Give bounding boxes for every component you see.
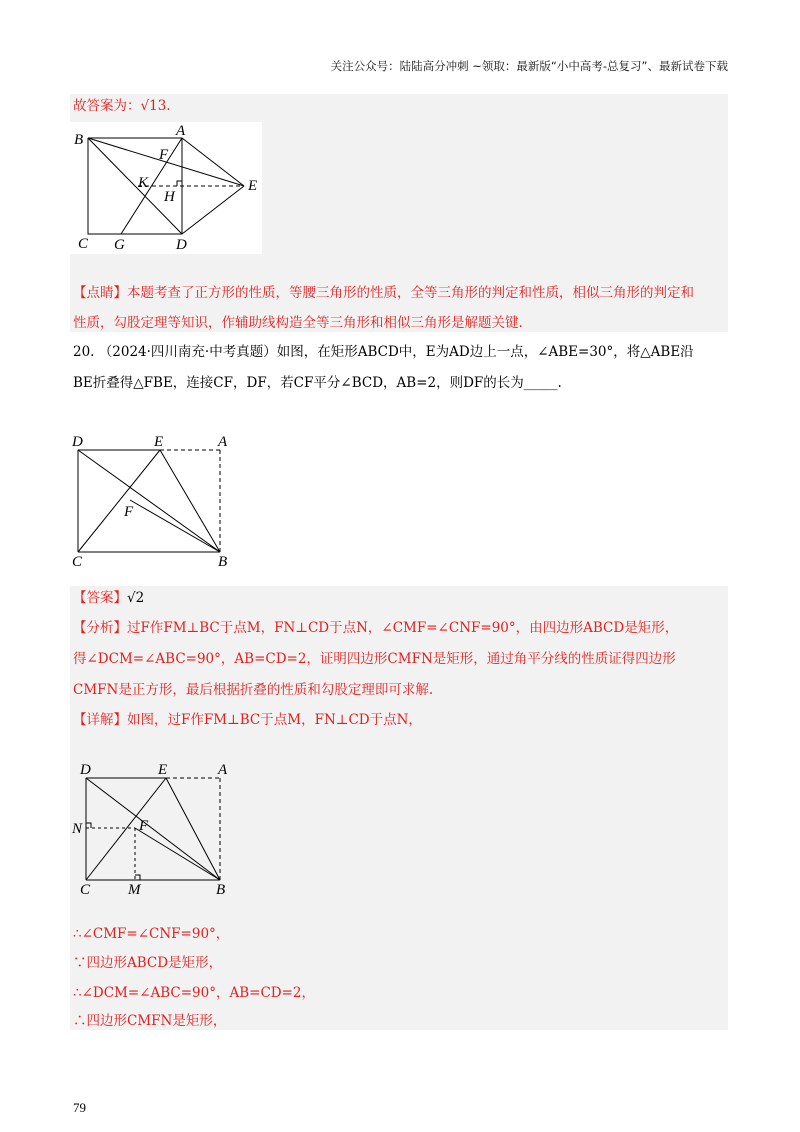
fig2-label-B: B: [218, 554, 228, 570]
step-3: ∴∠DCM=∠ABC=90°，AB=CD=2，: [73, 985, 316, 1001]
fig3-label-D: D: [80, 762, 91, 778]
answer-value: √2: [127, 590, 145, 606]
step-2: ∵四边形ABCD是矩形，: [73, 955, 223, 971]
fig3-label-N: N: [72, 821, 83, 837]
page-number: 79: [73, 1100, 86, 1115]
fig3-label-E: E: [158, 762, 168, 778]
problem-20-line-2: BE折叠得△FBE，连接CF，DF，若CF平分∠BCD，AB=2，则DF的长为_____.: [73, 375, 562, 391]
note-line-2: 性质，勾股定理等知识，作辅助线构造全等三角形和相似三角形是解题关键.: [73, 315, 523, 331]
fig3-label-C: C: [80, 882, 91, 898]
fig2-label-E: E: [154, 434, 164, 450]
fig3-label-M: M: [128, 882, 141, 898]
figure-rectangle-perpendiculars: [70, 762, 240, 898]
fig1-label-G: G: [114, 237, 125, 253]
analysis-text-1: 过F作FM⊥BC于点M，FN⊥CD于点N，∠CMF=∠CNF=90°，由四边形ABCD是矩形，: [127, 620, 679, 636]
answer-line: 故答案为：√13.: [73, 98, 171, 114]
fig2-label-C: C: [72, 554, 83, 570]
detail-text-1: 如图，过F作FM⊥BC于点M，FN⊥CD于点N，: [127, 712, 422, 728]
problem-20-line-1: 20. （2024·四川南充·中考真题）如图，在矩形ABCD中，E为AD边上一点，∠ABE=30°，将△ABE沿: [73, 344, 694, 360]
fig2-label-D: D: [72, 434, 83, 450]
note-label: 【点睛】: [73, 285, 127, 301]
figure-rectangle-fold: [66, 432, 236, 570]
note-line-1: [73, 283, 694, 303]
answer-row: [73, 588, 144, 608]
fig3-label-A: A: [218, 762, 228, 778]
fig1-label-B: B: [74, 132, 84, 148]
figure-square-triangle: [70, 122, 262, 254]
fig2-label-A: A: [218, 434, 228, 450]
step-1: ∴∠CMF=∠CNF=90°，: [73, 926, 230, 942]
fig3-label-F: F: [139, 818, 149, 834]
detail-line-1: [73, 710, 422, 730]
fig1-label-E: E: [248, 178, 258, 194]
analysis-line-1: [73, 618, 678, 638]
fig2-label-F: F: [124, 504, 134, 520]
analysis-line-3: CMFN是正方形，最后根据折叠的性质和勾股定理即可求解.: [73, 682, 434, 698]
fig3-label-B: B: [216, 882, 226, 898]
analysis-line-2: 得∠DCM=∠ABC=90°，AB=CD=2，证明四边形CMFN是矩形，通过角平分线的性质证得四边形: [73, 651, 676, 667]
detail-label: 【详解】: [73, 712, 127, 728]
fig1-label-H: H: [164, 189, 175, 205]
page-header: 关注公众号：陆陆高分冲刺 ~领取：最新版“小中高考-总复习”、最新试卷下载: [330, 59, 728, 73]
fig1-label-A: A: [176, 123, 186, 139]
answer-label: 【答案】: [73, 590, 127, 606]
fig1-label-C: C: [78, 236, 89, 252]
fig1-label-F: F: [159, 147, 169, 163]
step-4: ∴四边形CMFN是矩形，: [73, 1013, 227, 1029]
fig1-label-K: K: [138, 175, 149, 191]
analysis-label: 【分析】: [73, 620, 127, 636]
note-text-1: 本题考查了正方形的性质，等腰三角形的性质，全等三角形的判定和性质，相似三角形的判定和: [127, 285, 694, 301]
fig1-label-D: D: [176, 237, 187, 253]
